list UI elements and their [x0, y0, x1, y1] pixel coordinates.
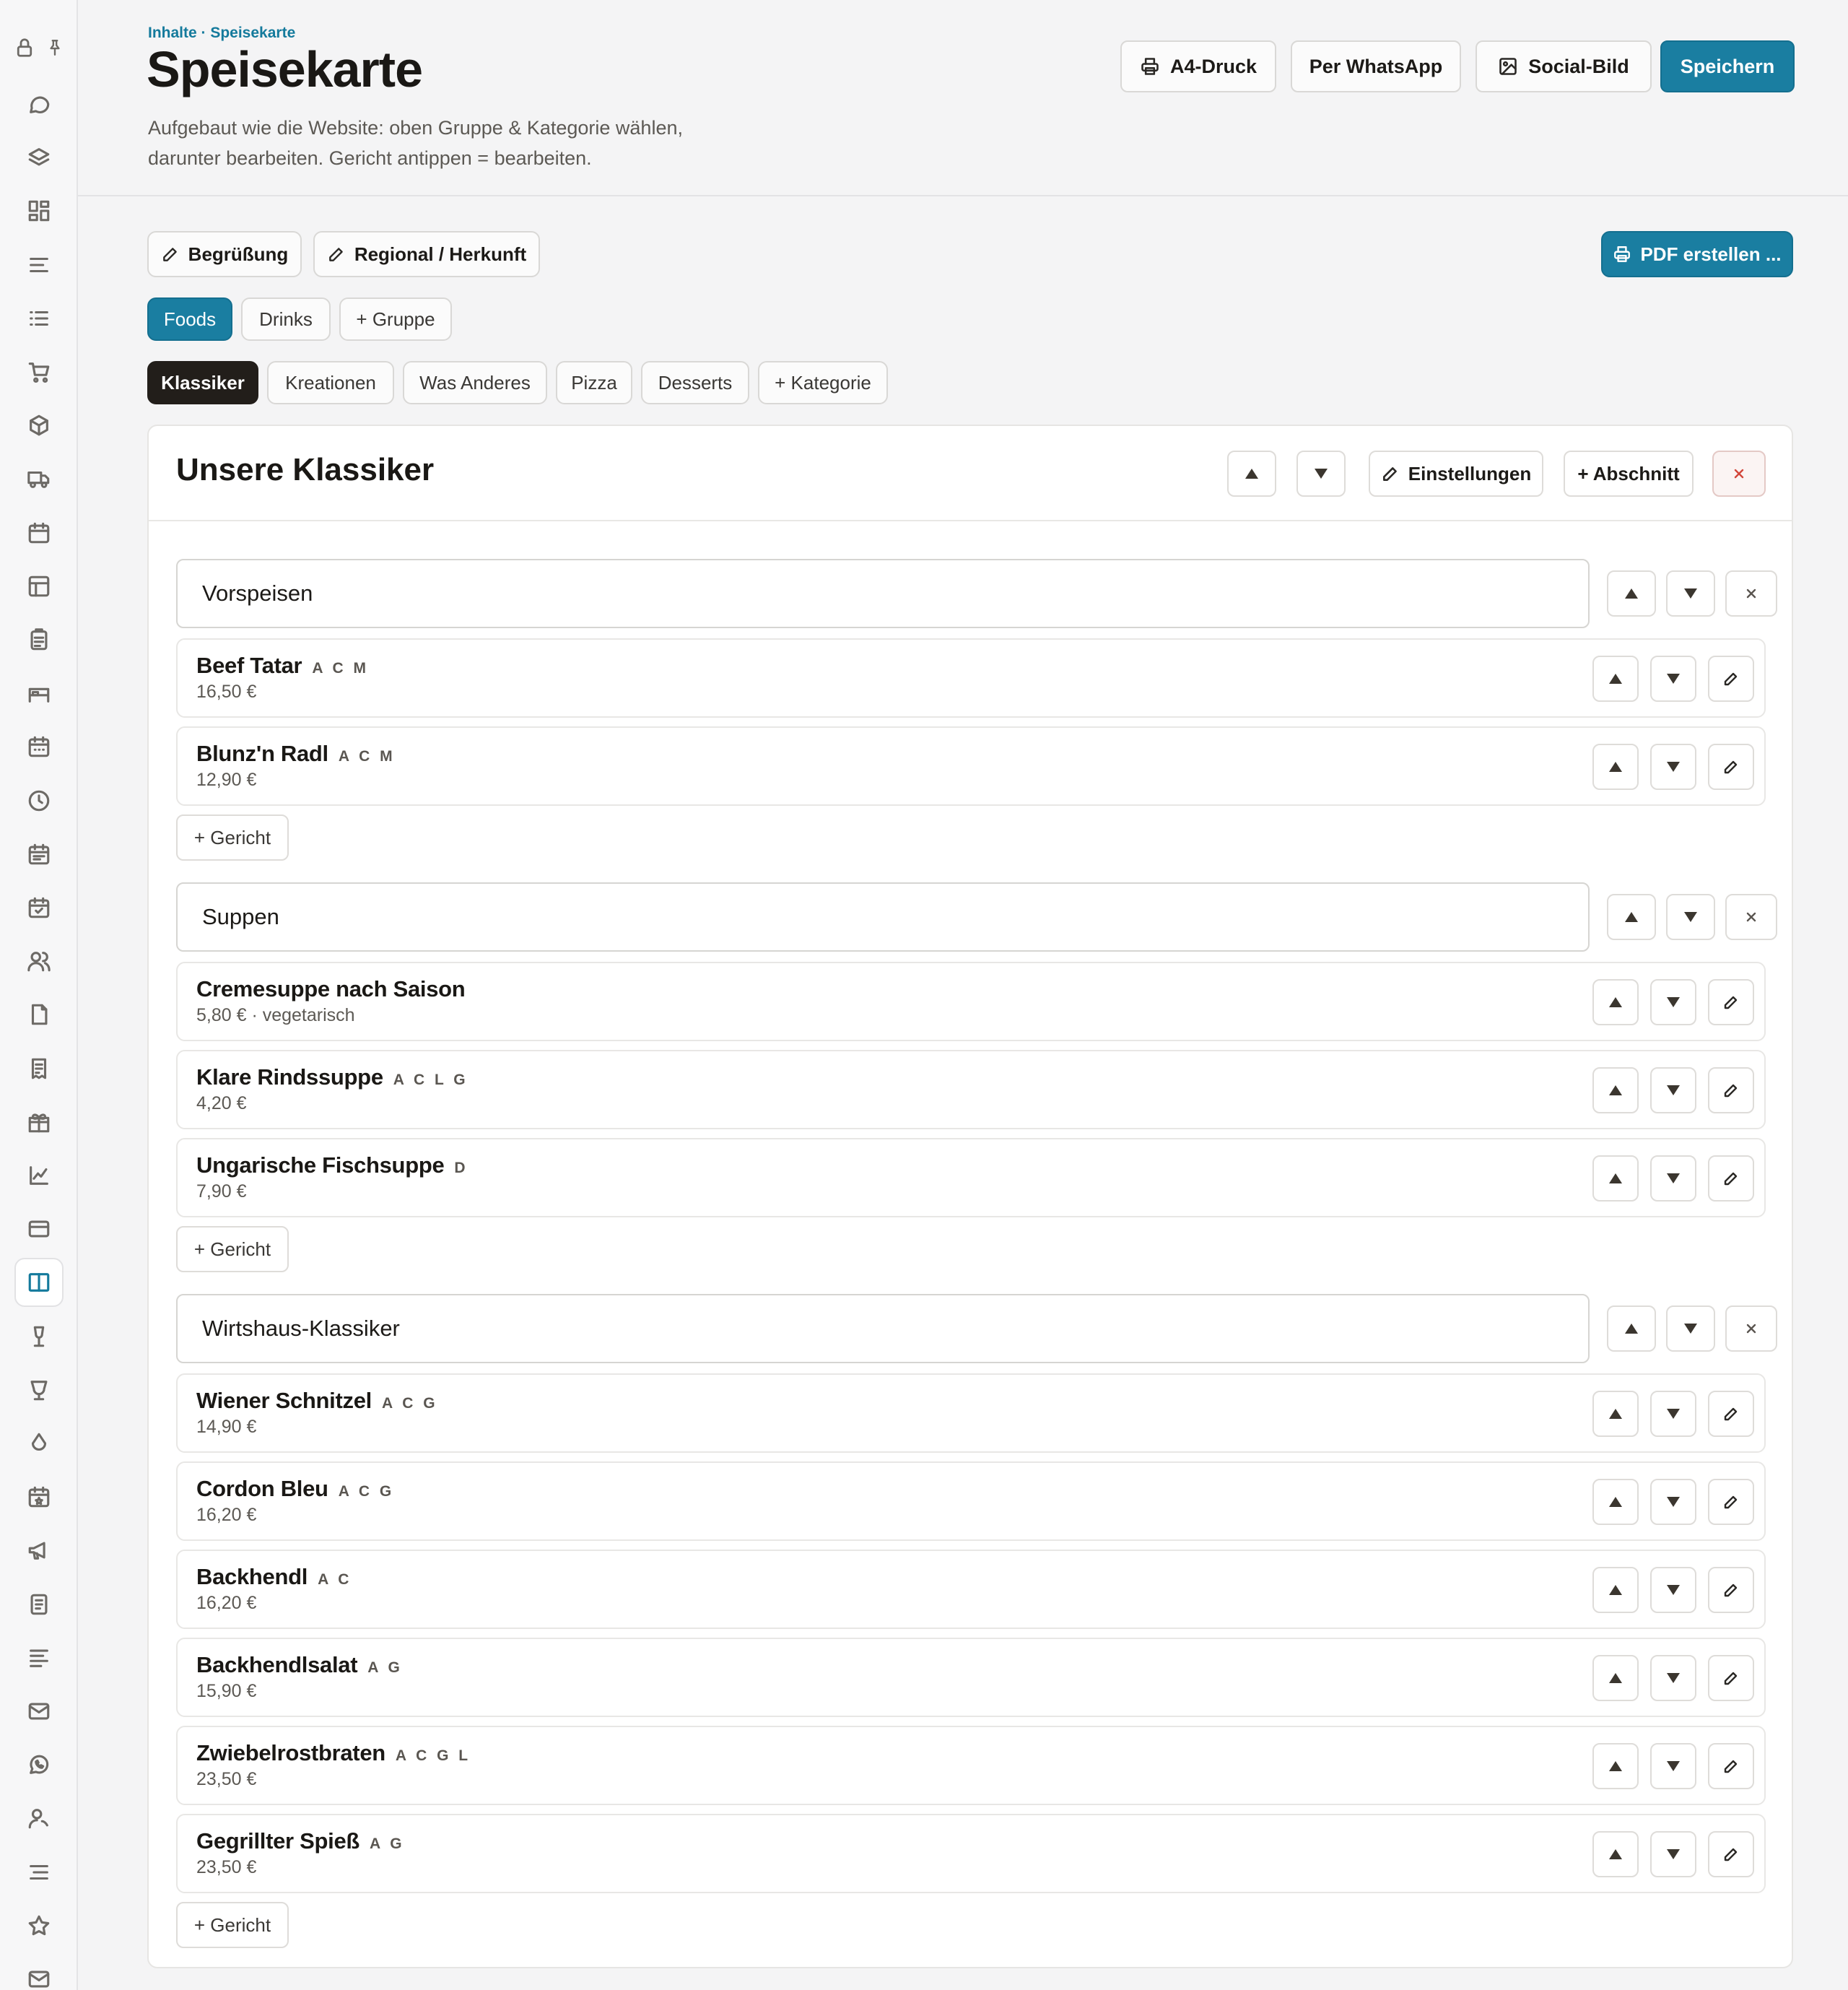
sidebar: [0, 0, 78, 1990]
pencil-icon: [1722, 1669, 1740, 1687]
pencil-icon: [1722, 1757, 1740, 1775]
greeting-label: Begrüßung: [188, 243, 289, 265]
box-icon[interactable]: [25, 411, 53, 440]
align-left-icon[interactable]: [25, 251, 53, 279]
cup-icon[interactable]: [25, 1376, 53, 1404]
dish-edit-button[interactable]: [1708, 656, 1754, 702]
save-label: Speichern: [1680, 55, 1775, 77]
triangle-up-icon: [1623, 908, 1640, 926]
dish-name: [196, 976, 475, 1002]
dish-edit-button[interactable]: [1708, 1155, 1754, 1202]
section-delete-button[interactable]: [1725, 894, 1777, 940]
save-button[interactable]: [1660, 40, 1795, 92]
calendar-icon[interactable]: [25, 518, 53, 547]
triangle-up-icon: [1607, 1082, 1624, 1099]
add-category-label: + Kategorie: [775, 371, 871, 394]
dish-price: 4,20 €: [196, 1093, 247, 1113]
social-image-label: Social-Bild: [1528, 55, 1629, 77]
settings-button[interactable]: [1369, 451, 1543, 497]
triangle-down-icon: [1665, 1170, 1682, 1187]
dish-price: 16,20 €: [196, 1593, 257, 1613]
tab-label: Klassiker: [161, 371, 245, 394]
dish-title: Beef Tatar: [196, 653, 302, 678]
pencil-icon: [1722, 758, 1740, 775]
tab-label: Kreationen: [285, 371, 376, 394]
dish-price: 5,80 € · vegetarisch: [196, 1005, 355, 1025]
tab-category-pizza[interactable]: [556, 361, 632, 404]
calendar-check-icon[interactable]: [25, 893, 53, 922]
chat-icon[interactable]: [25, 90, 53, 118]
tab-label: Was Anderes: [419, 371, 531, 394]
dish-edit-button[interactable]: [1708, 1067, 1754, 1113]
triangle-up-icon: [1607, 1170, 1624, 1187]
megaphone-icon[interactable]: [25, 1536, 53, 1565]
tab-category-was-anderes[interactable]: [403, 361, 547, 404]
pin-icon[interactable]: [45, 37, 64, 58]
triangle-down-icon: [1665, 994, 1682, 1011]
dish-move-up-button[interactable]: [1592, 1155, 1639, 1202]
move-down-button[interactable]: [1296, 451, 1346, 497]
lock-icon[interactable]: [14, 37, 35, 58]
dish-allergens: A G: [370, 1835, 405, 1852]
dish-name: [196, 1652, 403, 1678]
dish-move-down-button[interactable]: [1650, 1831, 1696, 1877]
triangle-up-icon: [1607, 1669, 1624, 1687]
dish-edit-button[interactable]: [1708, 979, 1754, 1025]
pencil-icon: [327, 245, 346, 264]
tab-label: Drinks: [259, 308, 313, 330]
dish-move-down-button[interactable]: [1650, 744, 1696, 790]
layout-icon[interactable]: [25, 572, 53, 601]
star-icon[interactable]: [25, 1911, 53, 1940]
dish-move-up-button[interactable]: [1592, 1743, 1639, 1789]
triangle-up-icon: [1243, 465, 1260, 482]
triangle-up-icon: [1623, 585, 1640, 602]
calendar-lines-icon[interactable]: [25, 840, 53, 869]
dish-edit-button[interactable]: [1708, 1831, 1754, 1877]
create-pdf-button[interactable]: [1601, 231, 1793, 277]
close-icon: [1743, 585, 1760, 602]
dish-title: Cremesuppe nach Saison: [196, 976, 466, 1001]
dish-price: 15,90 €: [196, 1681, 257, 1701]
subtitle-line: Aufgebaut wie die Website: oben Gruppe & Kategorie wählen,: [148, 117, 683, 139]
triangle-up-icon: [1623, 1320, 1640, 1337]
dish-row[interactable]: [176, 1138, 1766, 1217]
card-header: [149, 426, 1792, 521]
section-move-down-button[interactable]: [1666, 570, 1715, 617]
dish-move-down-button[interactable]: [1650, 656, 1696, 702]
dish-move-down-button[interactable]: [1650, 1155, 1696, 1202]
dish-name: [196, 653, 369, 679]
truck-icon[interactable]: [25, 464, 53, 493]
dish-edit-button[interactable]: [1708, 1655, 1754, 1701]
image-icon: [1498, 56, 1518, 77]
dish-row[interactable]: [176, 726, 1766, 806]
printer-icon: [1140, 56, 1160, 77]
dish-row[interactable]: [176, 1814, 1766, 1893]
dish-name: [196, 1388, 438, 1414]
dish-price: 23,50 €: [196, 1769, 257, 1789]
add-group-button[interactable]: [339, 297, 452, 341]
section-delete-button[interactable]: [1725, 570, 1777, 617]
pencil-icon: [1722, 1581, 1740, 1599]
breadcrumb[interactable]: Inhalte · Speisekarte: [148, 25, 296, 41]
pencil-icon: [1722, 1082, 1740, 1099]
tab-category-desserts[interactable]: [641, 361, 749, 404]
dish-price: 14,90 €: [196, 1417, 257, 1437]
user-add-icon[interactable]: [25, 1804, 53, 1833]
section-move-down-button[interactable]: [1666, 1305, 1715, 1352]
triangle-down-icon: [1665, 1581, 1682, 1599]
pencil-icon: [1722, 1846, 1740, 1863]
dish-title: Klare Rindssuppe: [196, 1064, 383, 1090]
dish-edit-button[interactable]: [1708, 1391, 1754, 1437]
dish-move-down-button[interactable]: [1650, 1479, 1696, 1525]
tab-group-foods[interactable]: [147, 297, 232, 341]
a4-print-label: A4-Druck: [1169, 55, 1258, 77]
triangle-down-icon: [1682, 1320, 1699, 1337]
section-move-up-button[interactable]: [1607, 570, 1656, 617]
tab-group-drinks[interactable]: [241, 297, 331, 341]
dish-price: 16,50 €: [196, 682, 257, 702]
dish-title: Wiener Schnitzel: [196, 1388, 372, 1413]
dish-allergens: A C G: [381, 1395, 438, 1412]
document-icon[interactable]: [25, 1590, 53, 1619]
dish-allergens: A C: [318, 1571, 352, 1588]
add-dish-button[interactable]: + Gericht: [176, 1226, 289, 1272]
dish-move-up-button[interactable]: [1592, 1479, 1639, 1525]
triangle-down-icon: [1665, 1405, 1682, 1422]
pencil-icon: [1722, 1405, 1740, 1422]
pencil-icon: [1722, 1170, 1740, 1187]
dish-name: [196, 1740, 471, 1766]
credit-card-icon[interactable]: [25, 1215, 53, 1243]
triangle-down-icon: [1665, 1757, 1682, 1775]
triangle-up-icon: [1607, 670, 1624, 687]
list-icon[interactable]: [25, 304, 53, 333]
dish-row[interactable]: [176, 1550, 1766, 1629]
social-image-button[interactable]: [1476, 40, 1652, 92]
settings-label: Einstellungen: [1408, 462, 1532, 485]
triangle-up-icon: [1607, 758, 1624, 775]
dish-edit-button[interactable]: [1708, 1479, 1754, 1525]
add-section-label: + Abschnitt: [1577, 462, 1680, 485]
dish-name: [196, 741, 396, 767]
dish-row[interactable]: [176, 1050, 1766, 1129]
delete-category-button[interactable]: [1712, 451, 1766, 497]
dish-move-down-button[interactable]: [1650, 1743, 1696, 1789]
receipt-icon[interactable]: [25, 1054, 53, 1083]
move-up-button[interactable]: [1227, 451, 1276, 497]
a4-print-button[interactable]: [1120, 40, 1276, 92]
page-subtitle: [148, 113, 798, 173]
dish-move-up-button[interactable]: [1592, 656, 1639, 702]
triangle-down-icon: [1665, 1846, 1682, 1863]
triangle-down-icon: [1682, 908, 1699, 926]
dish-row[interactable]: [176, 962, 1766, 1041]
pencil-icon: [1722, 994, 1740, 1011]
book-open-icon[interactable]: [14, 1258, 64, 1307]
dish-move-down-button[interactable]: [1650, 1067, 1696, 1113]
wine-glass-icon[interactable]: [25, 1322, 53, 1351]
dish-title: Gegrillter Spieß: [196, 1828, 360, 1854]
file-icon[interactable]: [25, 1000, 53, 1029]
triangle-up-icon: [1607, 1846, 1624, 1863]
category-card: [147, 425, 1793, 1968]
triangle-up-icon: [1607, 1757, 1624, 1775]
pencil-icon: [1722, 1493, 1740, 1511]
dish-move-down-button[interactable]: [1650, 1391, 1696, 1437]
dish-allergens: D: [454, 1160, 468, 1176]
section-name-input[interactable]: Wirtshaus-Klassiker: [176, 1294, 1590, 1363]
whatsapp-label: Per WhatsApp: [1309, 55, 1443, 77]
add-dish-button[interactable]: + Gericht: [176, 1902, 289, 1948]
pencil-icon: [1722, 670, 1740, 687]
section-name-input[interactable]: Suppen: [176, 882, 1590, 952]
close-icon: [1743, 1320, 1760, 1337]
calendar-star-icon[interactable]: [25, 1482, 53, 1511]
triangle-down-icon: [1665, 1669, 1682, 1687]
tab-category-kreationen[interactable]: [267, 361, 394, 404]
section-move-down-button[interactable]: [1666, 894, 1715, 940]
category-title: Unsere Klassiker: [176, 452, 435, 487]
dish-row[interactable]: [176, 1638, 1766, 1717]
whatsapp-button[interactable]: [1291, 40, 1461, 92]
dish-row[interactable]: [176, 1726, 1766, 1805]
triangle-up-icon: [1607, 1405, 1624, 1422]
dish-move-down-button[interactable]: [1650, 1655, 1696, 1701]
triangle-down-icon: [1665, 1493, 1682, 1511]
add-section-button[interactable]: [1564, 451, 1694, 497]
cart-icon[interactable]: [25, 357, 53, 386]
dish-price: 7,90 €: [196, 1181, 247, 1202]
text-icon[interactable]: [25, 1643, 53, 1672]
layers-icon[interactable]: [25, 143, 53, 172]
triangle-down-icon: [1665, 1082, 1682, 1099]
chart-icon[interactable]: [25, 1161, 53, 1190]
regional-label: Regional / Herkunft: [354, 243, 527, 265]
add-dish-button[interactable]: + Gericht: [176, 814, 289, 861]
dish-name: [196, 1564, 352, 1590]
dish-price: 12,90 €: [196, 770, 257, 790]
dish-move-up-button[interactable]: [1592, 979, 1639, 1025]
dish-edit-button[interactable]: [1708, 744, 1754, 790]
whatsapp-icon[interactable]: [25, 1750, 53, 1779]
tab-category-klassiker[interactable]: [147, 361, 258, 404]
triangle-down-icon: [1665, 670, 1682, 687]
dish-allergens: A C G: [338, 1483, 395, 1500]
dish-name: [196, 1064, 468, 1090]
dish-allergens: A C G L: [395, 1747, 471, 1764]
printer-icon: [1613, 245, 1631, 264]
pencil-icon: [161, 245, 180, 264]
tab-label: Desserts: [658, 371, 733, 394]
section-move-up-button[interactable]: [1607, 1305, 1656, 1352]
bed-icon[interactable]: [25, 679, 53, 708]
dish-move-down-button[interactable]: [1650, 1567, 1696, 1613]
triangle-down-icon: [1682, 585, 1699, 602]
tab-label: Foods: [163, 308, 217, 330]
list-lines-icon[interactable]: [25, 1858, 53, 1887]
dish-name: [196, 1476, 394, 1502]
dish-move-up-button[interactable]: [1592, 1391, 1639, 1437]
mail-icon[interactable]: [25, 1697, 53, 1726]
triangle-down-icon: [1312, 465, 1330, 482]
dish-move-up-button[interactable]: [1592, 1655, 1639, 1701]
drop-icon[interactable]: [25, 1429, 53, 1458]
clipboard-icon[interactable]: [25, 625, 53, 654]
mail-outline-icon[interactable]: [25, 1965, 53, 1990]
section-move-up-button[interactable]: [1607, 894, 1656, 940]
dish-title: Ungarische Fischsuppe: [196, 1152, 445, 1178]
dish-allergens: A C M: [312, 660, 370, 677]
dish-price: 23,50 €: [196, 1857, 257, 1877]
section-delete-button[interactable]: [1725, 1305, 1777, 1352]
dish-move-down-button[interactable]: [1650, 979, 1696, 1025]
regional-button[interactable]: [313, 231, 540, 277]
dish-move-up-button[interactable]: [1592, 744, 1639, 790]
dish-edit-button[interactable]: [1708, 1743, 1754, 1789]
triangle-up-icon: [1607, 1493, 1624, 1511]
dish-allergens: A C M: [338, 748, 396, 765]
dish-allergens: A G: [367, 1659, 403, 1676]
add-group-label: + Gruppe: [356, 308, 435, 330]
greeting-button[interactable]: [147, 231, 302, 277]
triangle-up-icon: [1607, 994, 1624, 1011]
dish-move-up-button[interactable]: [1592, 1067, 1639, 1113]
clock-icon[interactable]: [25, 786, 53, 815]
dish-allergens: A C L G: [393, 1072, 468, 1088]
dish-price: 16,20 €: [196, 1505, 257, 1525]
dish-title: Blunz'n Radl: [196, 741, 328, 766]
add-category-button[interactable]: [758, 361, 888, 404]
subtitle-line: darunter bearbeiten. Gericht antippen = bearbeiten.: [148, 147, 592, 169]
dish-row[interactable]: [176, 1373, 1766, 1453]
close-icon: [1730, 465, 1748, 482]
triangle-up-icon: [1607, 1581, 1624, 1599]
dish-name: [196, 1828, 405, 1854]
users-icon[interactable]: [25, 947, 53, 976]
calendar-dots-icon[interactable]: [25, 732, 53, 761]
dish-title: Backhendl: [196, 1564, 308, 1589]
gift-icon[interactable]: [25, 1108, 53, 1137]
dish-title: Cordon Bleu: [196, 1476, 328, 1501]
pencil-icon: [1381, 464, 1400, 483]
page-header: [78, 0, 1848, 196]
tab-label: Pizza: [571, 371, 617, 394]
section-name-input[interactable]: Vorspeisen: [176, 559, 1590, 628]
close-icon: [1743, 908, 1760, 926]
sidebar-top: [0, 33, 78, 62]
dish-row[interactable]: [176, 1461, 1766, 1541]
dish-move-up-button[interactable]: [1592, 1567, 1639, 1613]
dish-title: Zwiebelrostbraten: [196, 1740, 385, 1765]
dish-row[interactable]: [176, 638, 1766, 718]
dish-name: [196, 1152, 468, 1178]
dashboard-icon[interactable]: [25, 196, 53, 225]
dish-move-up-button[interactable]: [1592, 1831, 1639, 1877]
dish-title: Backhendlsalat: [196, 1652, 358, 1677]
triangle-down-icon: [1665, 758, 1682, 775]
dish-edit-button[interactable]: [1708, 1567, 1754, 1613]
create-pdf-label: PDF erstellen ...: [1640, 243, 1782, 265]
page-title: Speisekarte: [147, 41, 423, 97]
